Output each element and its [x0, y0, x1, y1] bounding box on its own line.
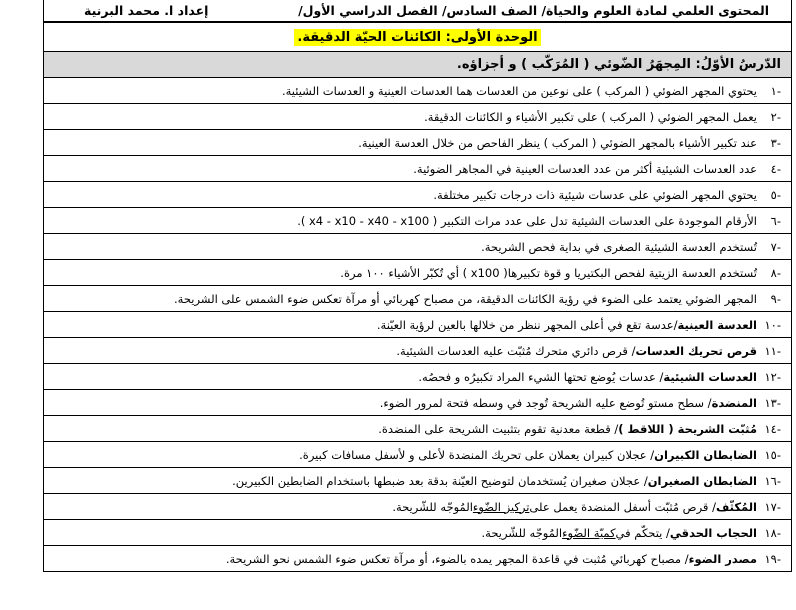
unit-row	[44, 22, 791, 52]
item-number: -١٥	[764, 447, 781, 462]
item-text: تُستخدم العدسة الزيتية لفحص البكتيريا و قوة تكبيرها( x100 ) أي تُكبّر الأشياء ١٠٠ مرة.	[340, 265, 757, 280]
list-item	[44, 130, 791, 156]
item-number: -٩	[770, 291, 781, 306]
item-text: / عجلان كبيران يعملان على تحريك المنضدة لأعلى و لأسفل مسافات كبيرة.	[299, 447, 655, 462]
item-underlined-phrase: كميّة الضّوء	[562, 525, 616, 540]
item-text: / قرص دائري متحرك مُثبّت عليه العدسات الشيئية.	[396, 343, 636, 358]
list-item	[44, 208, 791, 234]
document-header	[44, 0, 791, 22]
item-text: / قرص مُثبّت أسفل المنضدة يعمل على	[529, 499, 716, 514]
item-number: -٧	[770, 239, 781, 254]
list-item	[44, 520, 791, 546]
list-item	[44, 338, 791, 364]
item-number: -١٨	[764, 525, 781, 540]
item-text: / عدسات يُوضع تحتها الشيء المراد تكبيرُه و فحصُه.	[418, 369, 664, 384]
author-credit: إعداد ا. محمد البرنية	[84, 3, 209, 18]
item-number: -١٩	[764, 551, 781, 566]
item-number: -٢	[770, 109, 781, 124]
item-text: يحتوي المجهر الضوئي على عدسات شيئية ذات درجات تكبير مختلفة.	[433, 187, 757, 202]
list-item	[44, 312, 791, 338]
item-term: المنضدة	[711, 395, 757, 410]
item-text: يعمل المجهر الضوئي ( المركب ) على تكبير الأشياء و الكائنات الدقيقة.	[424, 109, 757, 124]
lesson-row	[44, 52, 791, 78]
item-number: -٣	[770, 135, 781, 150]
item-term: الضابطان الكبيران	[654, 447, 757, 462]
item-text: / يتحكّم في	[615, 525, 670, 540]
item-text: / مصباح كهربائي مُثبت في قاعدة المجهر يمده بالضوء، أو مرآة تعكس ضوء الشمس نحو الشريحة.	[225, 551, 689, 566]
item-text: / سطح مستو تُوضع عليه الشريحة تُوجد في وسطه فتحة لمرور الضوء.	[379, 395, 712, 410]
item-number: -١٦	[764, 473, 781, 488]
item-number: -١	[770, 83, 781, 98]
item-text: / قطعة معدنية تقوم بتثبيت الشريحة على المنضدة.	[378, 421, 619, 436]
item-text-tail: المُوجّه للشّريحة.	[392, 499, 473, 514]
lesson-title: الدّرسُ الأوّلُ: المِجهَرُ الضّوئي ( المُرَكّب ) و أجزاؤه.	[456, 57, 781, 72]
item-number: -١٤	[764, 421, 781, 436]
item-term: الحجاب الحدقي	[669, 525, 757, 540]
document-title: المحتوى العلمي لمادة العلوم والحياة/ الصف السادس/ الفصل الدراسي الأول/	[298, 3, 769, 18]
list-item	[44, 416, 791, 442]
item-term: قرص تحريك العدسات	[635, 343, 757, 358]
item-text-tail: المُوجّه للشّريحة.	[481, 525, 563, 540]
list-item	[44, 390, 791, 416]
item-text: عند تكبير الأشياء بالمجهر الضوئي ( المركب ) ينظر الفاحص من خلال العدسة العينية.	[358, 135, 757, 150]
item-term: مُثبّت الشريحة ( اللاقط )	[618, 421, 757, 436]
item-number: -٦	[770, 213, 781, 228]
unit-title: الوحدة الأولى: الكائنات الحيّة الدقيقة.	[294, 29, 540, 46]
item-text: يحتوي المجهر الضوئي ( المركب ) على نوعين من العدسات هما العدسات العينية و العدسات الشيئية.	[281, 83, 757, 98]
item-text: / عجلان صغيران يُستخدمان لتوضيح العيّنة بدقة بعد ضبطها باستخدام الضابطين الكبيرين.	[232, 473, 648, 488]
item-number: -٨	[770, 265, 781, 280]
list-item	[44, 104, 791, 130]
item-text: تُستخدم العدسة الشيئية الصغرى في بداية فحص الشريحة.	[481, 239, 757, 254]
item-term: العدسة العينية	[677, 317, 757, 332]
item-text: عدد العدسات الشيئية أكثر من عدد العدسات العينية في المجاهر الضوئية.	[413, 161, 757, 176]
item-number: -١٣	[764, 395, 781, 410]
item-term: العدسات الشيئية	[663, 369, 757, 384]
item-term: مصدر الضوء	[688, 551, 757, 566]
item-text: /عدسة تقع في أعلى المجهر ننظر من خلالها بالعين لرؤية العيّنة.	[376, 317, 678, 332]
item-number: -١١	[764, 343, 781, 358]
item-number: -٤	[770, 161, 781, 176]
list-item	[44, 182, 791, 208]
list-item	[44, 546, 791, 572]
item-number: -١٧	[764, 499, 781, 514]
list-item	[44, 442, 791, 468]
list-item	[44, 234, 791, 260]
list-item	[44, 286, 791, 312]
item-term: الضابطان الصغيران	[647, 473, 757, 488]
list-item	[44, 364, 791, 390]
item-term: المُكثّف	[715, 499, 757, 514]
item-text: الأرقام الموجودة على العدسات الشيئية تدل على عدد مرات التكبير ( x4 - x10 - x40 - x100 ).	[297, 213, 757, 228]
item-number: -١٢	[764, 369, 781, 384]
list-item	[44, 494, 791, 520]
item-underlined-phrase: تركيز الضّوء	[472, 499, 530, 514]
list-item	[44, 156, 791, 182]
item-number: -١٠	[764, 317, 781, 332]
content-table	[43, 0, 792, 572]
list-item	[44, 260, 791, 286]
item-number: -٥	[770, 187, 781, 202]
item-text: المجهر الضوئي يعتمد على الضوء في رؤية الكائنات الدقيقة، من مصباح كهربائي أو مرآة تعكس ضوء الشمس على الشريحة.	[174, 291, 757, 306]
list-item	[44, 468, 791, 494]
list-item	[44, 78, 791, 104]
